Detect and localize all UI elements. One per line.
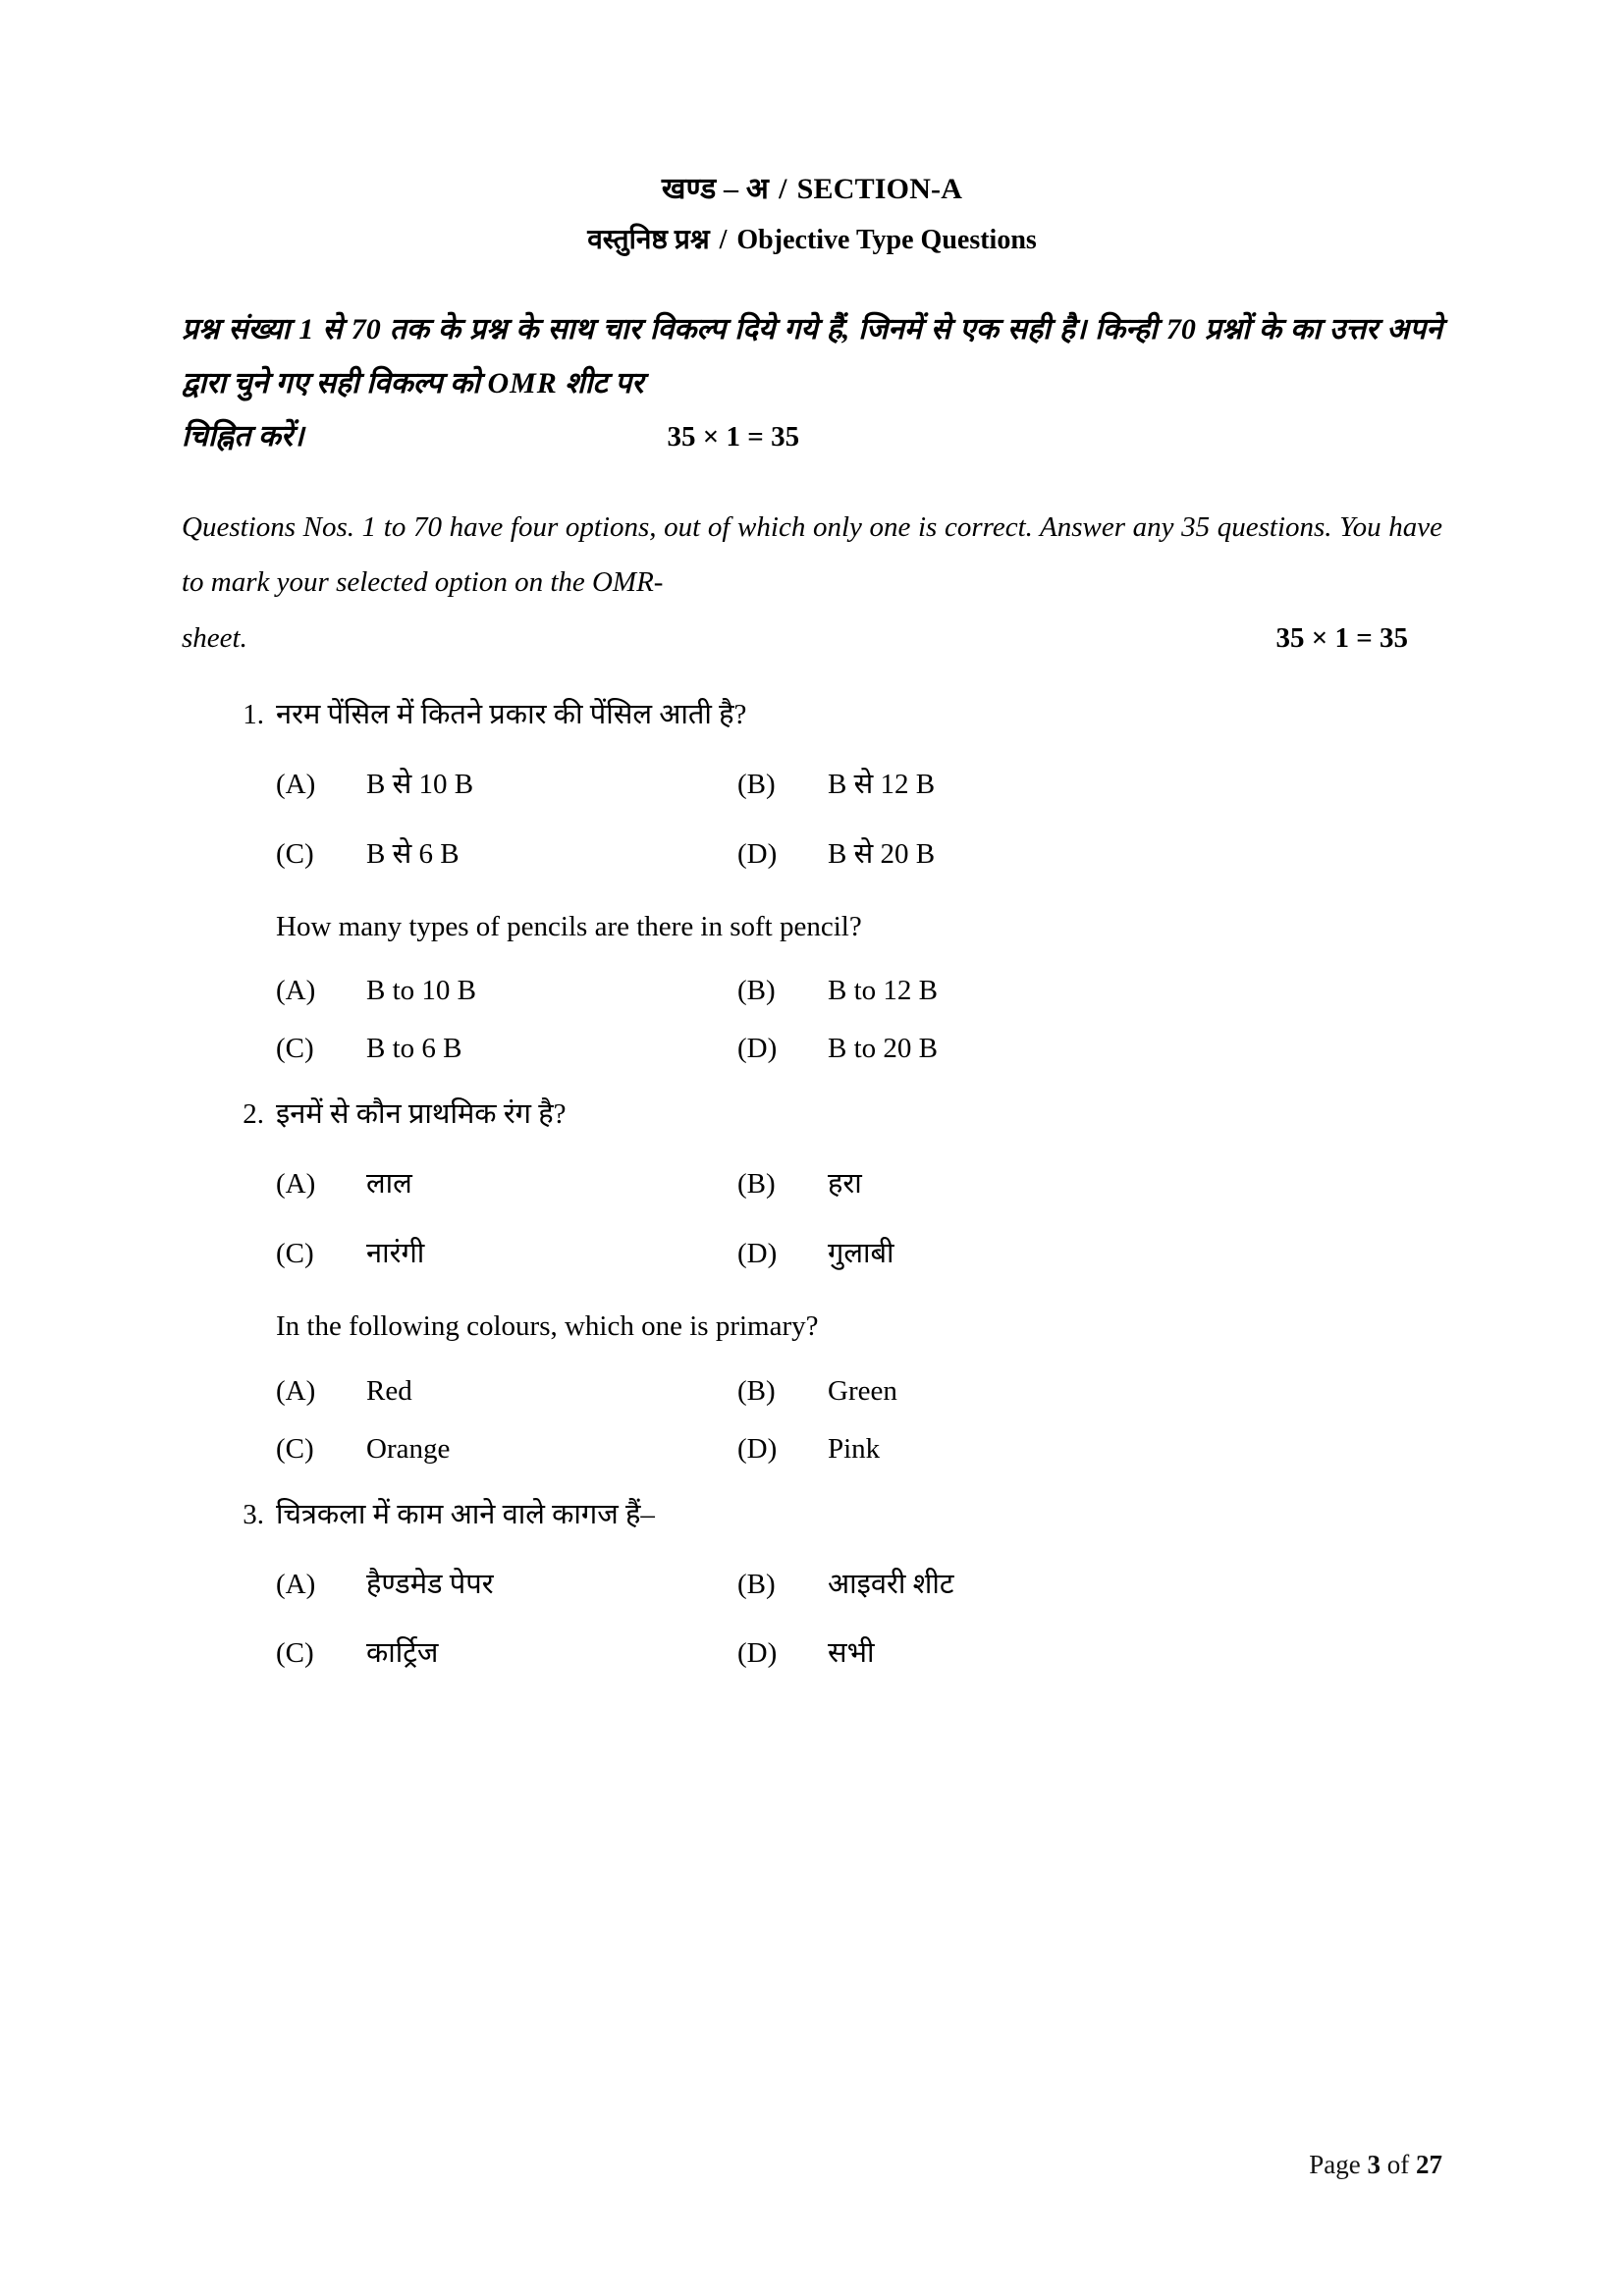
option-label: (A) [276,1374,316,1407]
option-b[interactable] [737,1563,1199,1607]
footer-current-page: 3 [1367,2150,1380,2179]
option-c[interactable] [276,1433,737,1466]
option-label: (A) [276,769,316,801]
question-number: 1. [243,699,264,731]
section-title-hindi: खण्ड – अ [661,173,770,205]
question-text-english: In the following colours, which one is primary? [276,1310,819,1343]
question-number: 2. [243,1098,264,1131]
section-title-separator: / [779,173,787,205]
option-value: कार्ट्रिज [366,1637,439,1670]
option-value: B से 12 B [828,769,936,801]
question-heading [223,1093,1442,1137]
section-title-line [182,167,1442,213]
option-label: (A) [276,1168,316,1201]
question-text-english: How many types of pencils are there in soft pencil? [276,910,862,942]
option-value: आइवरी शीट [828,1568,954,1600]
option-a[interactable] [276,975,737,1007]
section-subtitle-line [182,219,1442,261]
option-value: B to 6 B [366,1033,462,1065]
option-value: सभी [828,1637,875,1670]
option-row [276,1162,1442,1206]
option-value: B से 20 B [828,838,936,871]
option-label: (B) [737,1568,776,1600]
question-text-hindi: नरम पेंसिल में कितने प्रकार की पेंसिल आती है? [276,699,747,731]
instructions-hindi-last-row [182,411,1442,464]
question-list [182,693,1442,1676]
section-subtitle-hindi: वस्तुनिष्ठ प्रश्न [587,224,710,255]
option-row [276,1433,1442,1466]
option-value: Red [366,1374,412,1407]
option-label: (B) [737,1374,776,1407]
option-label: (B) [737,975,776,1007]
options-hindi [276,1162,1442,1276]
question-text-hindi: इनमें से कौन प्राथमिक रंग है? [276,1098,567,1131]
section-subtitle-english: Objective Type Questions [736,224,1037,255]
option-a[interactable] [276,1162,737,1206]
option-value: Orange [366,1432,451,1465]
option-row [276,763,1442,807]
section-subtitle-separator: / [719,224,728,255]
instructions-english-tail: sheet. [182,621,247,654]
option-label: (D) [737,1637,778,1670]
footer-total-pages: 27 [1416,2150,1442,2179]
question-item [182,1493,1442,1677]
option-value: B से 10 B [366,769,474,801]
instructions-english-last-row [182,611,1442,667]
option-a[interactable] [276,763,737,807]
option-d[interactable] [737,1033,1199,1065]
option-label: (B) [737,1168,776,1201]
question-item [182,693,1442,1065]
option-label: (C) [276,1238,314,1270]
option-row [276,1375,1442,1408]
option-b[interactable] [737,975,1199,1007]
option-a[interactable] [276,1375,737,1408]
option-value: B से 6 B [366,838,460,871]
option-value: Green [828,1374,897,1407]
option-value: लाल [366,1168,412,1201]
section-title-english: SECTION-A [796,173,963,205]
instructions-english-text: Questions Nos. 1 to 70 have four options, out of which only one is correct. Answer any 35 questions. You have to mark your selected option on the OMR- [182,510,1442,599]
option-label: (B) [737,769,776,801]
option-label: (D) [737,1238,778,1270]
option-value: गुलाबी [828,1238,894,1270]
option-label: (C) [276,1432,314,1465]
option-c[interactable] [276,832,737,877]
option-label: (D) [737,838,778,871]
option-label: (A) [276,975,316,1007]
instructions-hindi-text: प्रश्न संख्या 1 से 70 तक के प्रश्न के साथ चार विकल्प दिये गये हैं, जिनमें से एक सही है। किन्ही 70 प्रश्नों के का उत्तर अपने द्वारा चुने गए सही विकल्प को [182,312,1442,400]
instructions-hindi-omr: OMR [487,367,558,400]
instructions-hindi-marks: 35 × 1 = 35 [667,420,800,453]
option-row [276,1563,1442,1607]
option-label: (D) [737,1033,778,1065]
option-value: B to 10 B [366,975,476,1007]
option-label: (D) [737,1432,778,1465]
instructions-english-marks: 35 × 1 = 35 [1275,621,1408,654]
option-row [276,975,1442,1007]
instructions-hindi [182,302,1442,464]
option-row [276,832,1442,877]
option-b[interactable] [737,763,1199,807]
option-value: हरा [828,1168,862,1201]
options-english [276,1375,1442,1466]
option-d[interactable] [737,1433,1199,1466]
options-hindi [276,1563,1442,1677]
option-d[interactable] [737,1631,1199,1676]
option-value: नारंगी [366,1238,425,1270]
option-label: (A) [276,1568,316,1600]
option-b[interactable] [737,1162,1199,1206]
option-value: Pink [828,1432,881,1465]
option-row [276,1631,1442,1676]
option-value: हैण्डमेड पेपर [366,1568,494,1600]
option-row [276,1033,1442,1065]
footer-middle: of [1386,2150,1410,2179]
option-a[interactable] [276,1563,737,1607]
options-hindi [276,763,1442,877]
section-heading [182,167,1442,261]
options-english [276,975,1442,1065]
option-c[interactable] [276,1631,737,1676]
option-c[interactable] [276,1232,737,1276]
option-label: (C) [276,1033,314,1065]
option-value: B to 20 B [828,1033,938,1065]
option-value: B to 12 B [828,975,938,1007]
instructions-hindi-text-2: शीट पर [565,367,644,400]
instructions-hindi-text-3: चिह्नित करें। [182,419,304,453]
question-heading [223,1493,1442,1537]
question-heading [223,693,1442,737]
option-d[interactable] [737,1232,1199,1276]
question-number: 3. [243,1498,264,1530]
footer-prefix: Page [1309,2150,1361,2179]
page-footer [1309,2150,1442,2180]
question-text-hindi: चित्रकला में काम आने वाले कागज हैं– [276,1498,655,1530]
option-b[interactable] [737,1375,1199,1408]
option-d[interactable] [737,832,1199,877]
instructions-english [182,500,1442,667]
question-item [182,1093,1442,1465]
option-label: (C) [276,838,314,871]
option-row [276,1232,1442,1276]
option-c[interactable] [276,1033,737,1065]
option-label: (C) [276,1637,314,1670]
